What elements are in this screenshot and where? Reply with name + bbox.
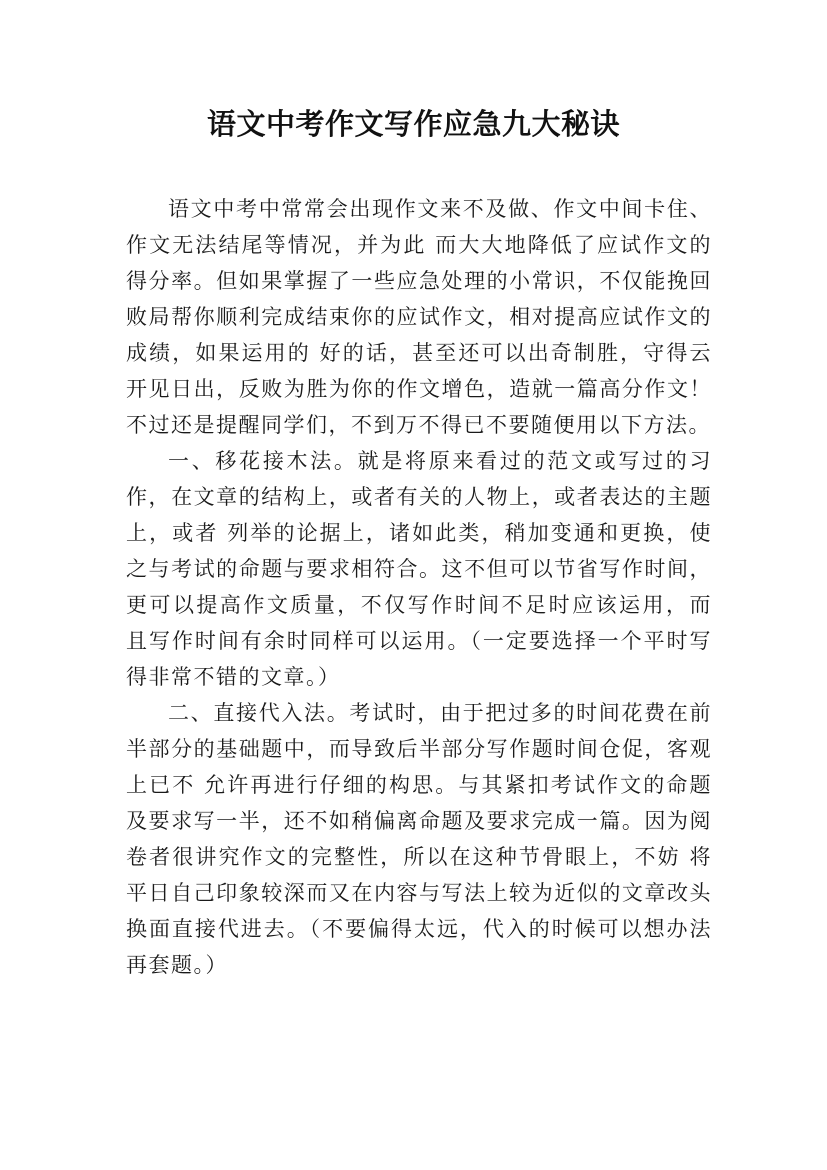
paragraph-method-1: 一、移花接木法。就是将原来看过的范文或写过的习作，在文章的结构上，或者有关的人物上，或者表达的主题上，或者 列举的论据上，诸如此类，稍加变通和更换，使之与考试的命题与要求相符合。这不但可以节省写作时间，更可以提高作文质量，不仅写作时间不足时应该运用，而 且写作时间有余时同样可以运用。（一定要选择一个平时写得非常不错的文章。）	[126, 449, 712, 689]
paragraph-intro: 语文中考中常常会出现作文来不及做、作文中间卡住、作文无法结尾等情况，并为此 而大大地降低了应试作文的得分率。但如果掌握了一些应急处理的小常识，不仅能挽回败局帮你顺利完成结束你的应试作文，相对提高应试作文的成绩，如果运用的 好的话，甚至还可以出奇制胜，守得云开见日出，反败为胜为你的作文增色，造就一篇高分作文！不过还是提醒同学们，不到万不得已不要随便用以下方法。	[126, 197, 712, 437]
document-title: 语文中考作文写作应急九大秘诀	[206, 107, 620, 141]
paragraph-method-2: 二、直接代入法。考试时，由于把过多的时间花费在前半部分的基础题中，而导致后半部分写作题时间仓促，客观上已不 允许再进行仔细的构思。与其紧扣考试作文的命题及要求写一半，还不如稍偏离命题及要求完成一篇。因为阅卷者很讲究作文的完整性，所以在这种节骨眼上，不妨 将平日自己印象较深而又在内容与写法上较为近似的文章改头换面直接代进去。（不要偏得太远，代入的时候可以想办法再套题。）	[126, 701, 712, 977]
document-body	[126, 191, 712, 983]
